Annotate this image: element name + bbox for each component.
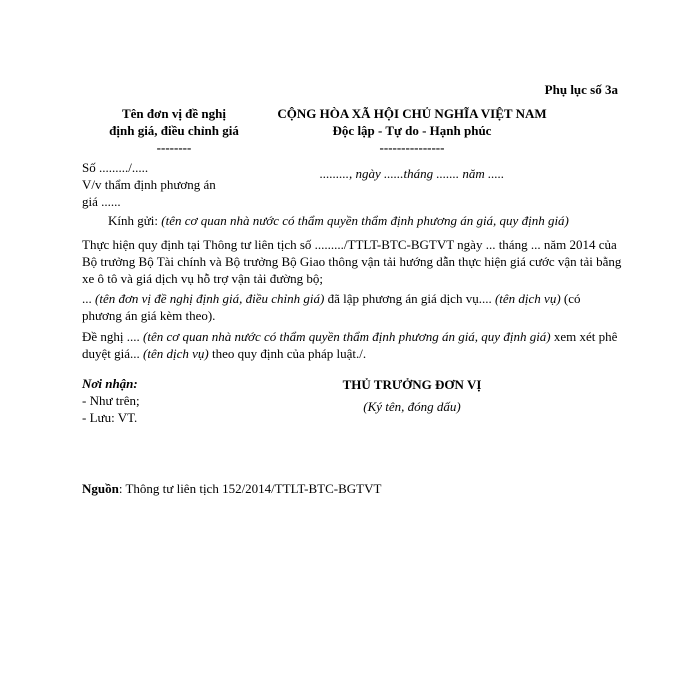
body-paragraph-1: Thực hiện quy định tại Thông tư liên tịch số ........./TTLT-BTC-BGTVT ngày ... tháng ... năm 2014 của Bộ trưởng Bộ Tài chính và Bộ trưởng Bộ Giao thông vận tải hướng dẫn thực hiện giá cước vận tải bằng xe ô tô và giá dịch vụ hỗ trợ vận tải đường bộ; (82, 237, 622, 286)
para2-part5: (có phương án giá kèm theo). (82, 291, 581, 323)
body-paragraph-3 (82, 328, 622, 362)
para3-service: (tên dịch vụ) (143, 346, 209, 361)
body-paragraph-2 (82, 290, 622, 324)
source-line (82, 481, 622, 497)
doc-number: Số ........./..... (82, 160, 149, 175)
doc-date: ........., ngày ......tháng ....... năm ..... (319, 166, 505, 181)
recipient-label: Kính gửi: (108, 213, 162, 228)
signature-block (262, 375, 562, 417)
national-divider: --------------- (379, 140, 445, 155)
para3-authority: (tên cơ quan nhà nước có thẩm quyền thẩm định phương án giá, quy định giá) (143, 329, 551, 344)
para2-part3: đã lập phương án giá dịch vụ.... (324, 291, 495, 306)
recipient-line (108, 213, 628, 229)
left-header (88, 105, 260, 156)
signature-note: (Ký tên, đóng dấu) (363, 399, 461, 414)
para2-part1: ... (82, 291, 95, 306)
org-divider: -------- (156, 140, 192, 155)
recipients-block (82, 375, 262, 426)
doc-subject-line2: giá ...... (82, 194, 121, 209)
para3-part3: xem xét phê duyệt giá... (82, 329, 618, 361)
para2-org: (tên đơn vị đề nghị định giá, điều chỉnh giá) (95, 291, 325, 306)
source-label: Nguồn (82, 481, 119, 496)
source-text: : Thông tư liên tịch 152/2014/TTLT-BTC-BGTVT (118, 481, 382, 496)
para3-part1: Đề nghị .... (82, 329, 144, 344)
org-subtitle: định giá, điều chỉnh giá (109, 123, 239, 138)
doc-reference (82, 159, 262, 210)
para2-service: (tên dịch vụ) (494, 291, 561, 306)
org-name: Tên đơn vị đề nghị (121, 106, 226, 121)
recipients-title: Nơi nhận: (82, 376, 138, 391)
para3-part5: theo quy định của pháp luật./. (208, 346, 367, 361)
recipients-item-1: - Như trên; (82, 393, 140, 408)
recipient-text: (tên cơ quan nhà nước có thẩm quyền thẩm định phương án giá, quy định giá) (161, 213, 569, 228)
national-motto: Độc lập - Tự do - Hạnh phúc (332, 123, 492, 138)
national-header (262, 105, 562, 156)
recipients-item-2: - Lưu: VT. (82, 410, 138, 425)
signature-title: THỦ TRƯỞNG ĐƠN VỊ (342, 377, 482, 392)
doc-subject-line1: V/v thẩm định phương án (82, 177, 216, 192)
appendix-label: Phụ lục số 3a (544, 82, 618, 97)
national-title: CỘNG HÒA XÃ HỘI CHỦ NGHĨA VIỆT NAM (277, 106, 547, 121)
